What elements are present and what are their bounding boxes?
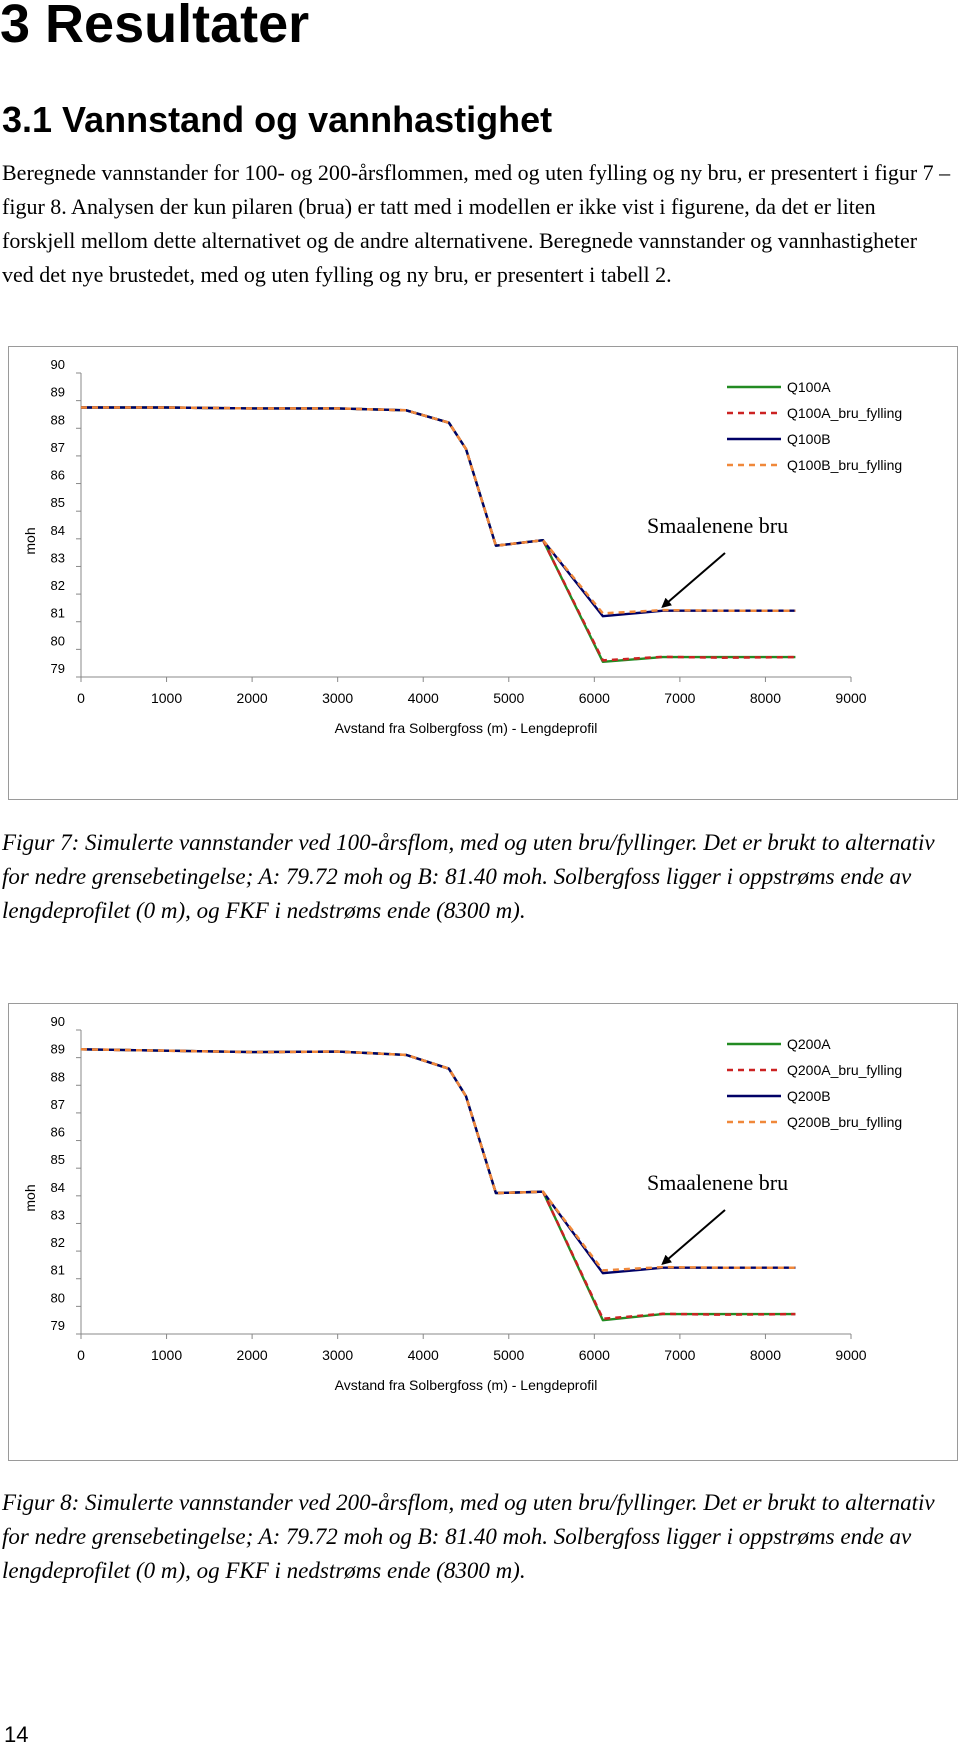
chart1-legend-label-3: Q100B — [787, 431, 831, 447]
chart2-y-tick-label: 86 — [50, 1124, 65, 1140]
chart1-x-tick-label: 0 — [77, 690, 85, 706]
chart1-x-axis-label: Avstand fra Solbergfoss (m) - Lengdeprofil — [334, 720, 598, 736]
chart1-x-tick-label: 5000 — [493, 690, 525, 706]
chart2-y-axis-label: moh — [22, 1184, 38, 1212]
figure-8-plot — [9, 1004, 957, 1460]
chart1-y-tick-label: 89 — [50, 384, 65, 400]
chart2-annotation-label: Smaalenene bru — [647, 1170, 789, 1195]
chart2-y-tick-label: 89 — [50, 1041, 65, 1057]
chart1-y-tick-label: 87 — [50, 439, 65, 455]
chart1-y-tick-label: 83 — [50, 550, 65, 566]
chart2-x-tick-label: 2000 — [236, 1347, 268, 1363]
chart1-y-tick-label: 90 — [50, 357, 65, 372]
chart1-x-tick-label: 8000 — [749, 690, 782, 706]
chart2-x-tick-label: 7000 — [664, 1347, 696, 1363]
chart1-x-tick-label: 3000 — [322, 690, 354, 706]
chart2-legend-label-2: Q200A_bru_fylling — [787, 1062, 903, 1078]
figure-8-chart — [8, 1003, 958, 1461]
chart2-x-tick-label: 4000 — [407, 1347, 439, 1363]
figure-7-caption: Figur 7: Simulerte vannstander ved 100-årsflom, med og uten bru/fyllinger. Det er brukt to alternativ for nedre grensebetingelse; A: 79.72 moh og B: 81.40 moh. Solbergfoss ligger i oppstrøms ende av lengdeprofilet (0 m), og FKF i nedstrøms ende (8300 m). — [2, 830, 935, 923]
chart2-y-tick-label: 84 — [50, 1179, 65, 1195]
chart1-x-tick-label: 2000 — [236, 690, 268, 706]
figure-8-caption: Figur 8: Simulerte vannstander ved 200-årsflom, med og uten bru/fyllinger. Det er brukt to alternativ for nedre grensebetingelse; A: 79.72 moh og B: 81.40 moh. Solbergfoss ligger i oppstrøms ende av lengdeprofilet (0 m), og FKF i nedstrøms ende (8300 m). — [2, 1490, 935, 1583]
chart2-x-tick-label: 9000 — [835, 1347, 867, 1363]
chart2-series-line-4 — [81, 1049, 795, 1270]
chart2-legend-label-4: Q200B_bru_fylling — [787, 1114, 903, 1130]
chart1-legend-label-1: Q100A — [787, 379, 831, 395]
chart1-y-tick-label: 85 — [50, 495, 65, 511]
chart1-legend-label-2: Q100A_bru_fylling — [787, 405, 903, 421]
intro-paragraph: Beregnede vannstander for 100- og 200-årsflommen, med og uten fylling og ny bru, er presentert i figur 7 – figur 8. Analysen der kun pilaren (brua) er tatt med i modellen er ikke vist i figurene, da det er liten forskjell mellom dette alternativet og de andre alternativene. Beregnede vannstander og vannhastigheter ved det nye brustedet, med og uten fylling og ny bru, er presentert i tabell 2. — [2, 160, 951, 287]
chart2-annotation-arrow — [663, 1210, 725, 1264]
chart1-x-tick-label: 4000 — [407, 690, 439, 706]
chart1-x-tick-label: 6000 — [578, 690, 610, 706]
chart1-y-tick-label: 81 — [50, 605, 65, 621]
chart2-y-tick-label: 80 — [50, 1290, 65, 1306]
chart2-series-line-3 — [81, 1049, 795, 1273]
chart2-y-tick-label: 79 — [50, 1318, 65, 1333]
section-heading: 3.1 Vannstand og vannhastighet — [2, 99, 553, 140]
chart1-x-tick-label: 1000 — [150, 690, 183, 706]
chart1-series-line-4 — [81, 408, 795, 614]
chart1-y-axis-label: moh — [22, 527, 38, 555]
chart2-x-tick-label: 8000 — [749, 1347, 782, 1363]
chart2-legend-label-1: Q200A — [787, 1036, 831, 1052]
chart1-y-tick-label: 82 — [50, 578, 65, 594]
chart2-legend-label-3: Q200B — [787, 1088, 831, 1104]
chart1-y-tick-label: 80 — [50, 633, 65, 649]
chart2-y-tick-label: 82 — [50, 1235, 65, 1251]
chart1-annotation-arrow — [663, 553, 725, 607]
chart2-y-tick-label: 88 — [50, 1069, 65, 1085]
chart2-x-tick-label: 3000 — [322, 1347, 354, 1363]
page-heading: 3 Resultater — [0, 0, 310, 54]
chart1-y-tick-label: 79 — [50, 661, 65, 676]
chart1-x-tick-label: 7000 — [664, 690, 696, 706]
chart1-legend-label-4: Q100B_bru_fylling — [787, 457, 903, 473]
chart2-y-tick-label: 90 — [50, 1014, 65, 1029]
chart2-x-tick-label: 6000 — [578, 1347, 610, 1363]
chart2-x-axis-label: Avstand fra Solbergfoss (m) - Lengdeprofil — [334, 1377, 598, 1393]
chart2-y-tick-label: 87 — [50, 1096, 65, 1112]
figure-7-chart — [8, 346, 958, 800]
page-number: 14 — [4, 1722, 29, 1747]
chart2-x-tick-label: 1000 — [150, 1347, 183, 1363]
chart1-x-tick-label: 9000 — [835, 690, 867, 706]
chart2-y-tick-label: 85 — [50, 1152, 65, 1168]
chart1-y-tick-label: 88 — [50, 412, 65, 428]
chart1-y-tick-label: 86 — [50, 467, 65, 483]
chart2-y-tick-label: 83 — [50, 1207, 65, 1223]
chart2-y-tick-label: 81 — [50, 1262, 65, 1278]
chart2-x-tick-label: 0 — [77, 1347, 85, 1363]
chart1-y-tick-label: 84 — [50, 522, 65, 538]
chart1-annotation-label: Smaalenene bru — [647, 513, 789, 538]
figure-7-plot — [9, 347, 957, 799]
chart2-x-tick-label: 5000 — [493, 1347, 525, 1363]
